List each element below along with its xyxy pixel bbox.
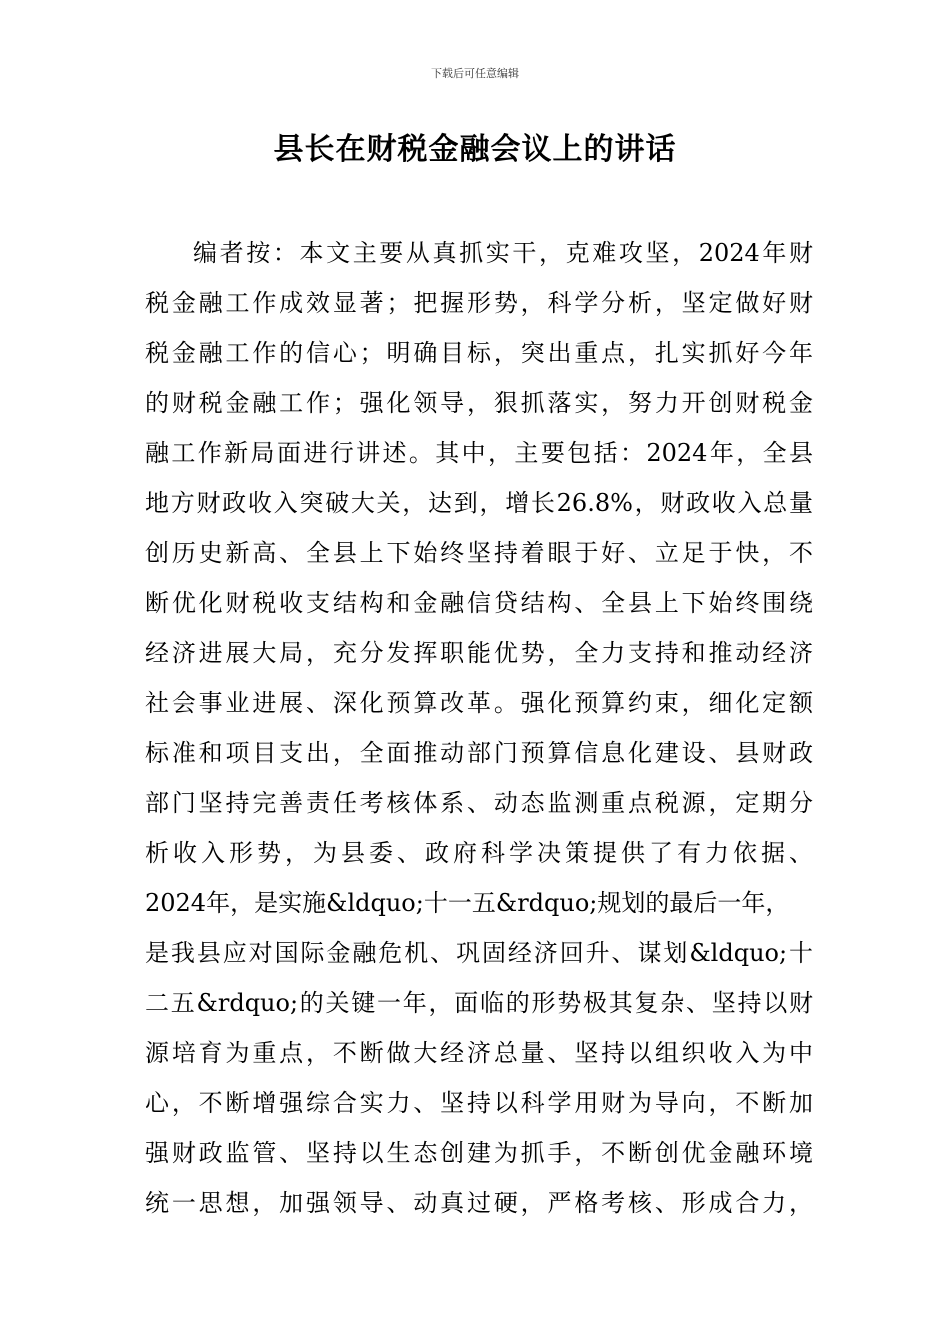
- body-line: 心，不断增强综合实力、坚持以科学用财为导向，不断加: [145, 1089, 813, 1117]
- body-line: 经济进展大局，充分发挥职能优势，全力支持和推动经济: [145, 639, 813, 667]
- body-line: 统一思想，加强领导、动真过硬，严格考核、形成合力，: [145, 1189, 813, 1217]
- body-line: 的财税金融工作；强化领导，狠抓落实，努力开创财税金: [145, 389, 813, 417]
- body-line: 标准和项目支出，全面推动部门预算信息化建设、县财政: [145, 739, 813, 767]
- body-line: 是我县应对国际金融危机、巩固经济回升、谋划&ldquo;十: [145, 939, 813, 967]
- header-note: 下载后可任意编辑: [431, 67, 519, 80]
- document-body: [145, 228, 813, 1228]
- body-line: 地方财政收入突破大关，达到，增长26.8%，财政收入总量: [145, 489, 813, 517]
- document-title: 县长在财税金融会议上的讲话: [273, 132, 677, 167]
- body-line: 二五&rdquo;的关键一年，面临的形势极其复杂、坚持以财: [145, 989, 813, 1017]
- body-line: 税金融工作成效显著；把握形势，科学分析，坚定做好财: [145, 289, 813, 317]
- body-line: 源培育为重点，不断做大经济总量、坚持以组织收入为中: [145, 1039, 813, 1067]
- body-line: 析收入形势，为县委、政府科学决策提供了有力依据、: [145, 839, 813, 867]
- body-line: 编者按：本文主要从真抓实干，克难攻坚，2024年财: [193, 239, 813, 267]
- body-line: 部门坚持完善责任考核体系、动态监测重点税源，定期分: [145, 789, 813, 817]
- body-line: 税金融工作的信心；明确目标，突出重点，扎实抓好今年: [145, 339, 813, 367]
- body-line: 强财政监管、坚持以生态创建为抓手，不断创优金融环境: [145, 1139, 813, 1167]
- body-line: 创历史新高、全县上下始终坚持着眼于好、立足于快，不: [145, 539, 813, 567]
- body-line: 融工作新局面进行讲述。其中，主要包括：2024年，全县: [145, 439, 813, 467]
- body-line: 2024年，是实施&ldquo;十一五&rdquo;规划的最后一年，: [145, 889, 790, 917]
- body-line: 断优化财税收支结构和金融信贷结构、全县上下始终围绕: [145, 589, 813, 617]
- body-line: 社会事业进展、深化预算改革。强化预算约束，细化定额: [145, 689, 813, 717]
